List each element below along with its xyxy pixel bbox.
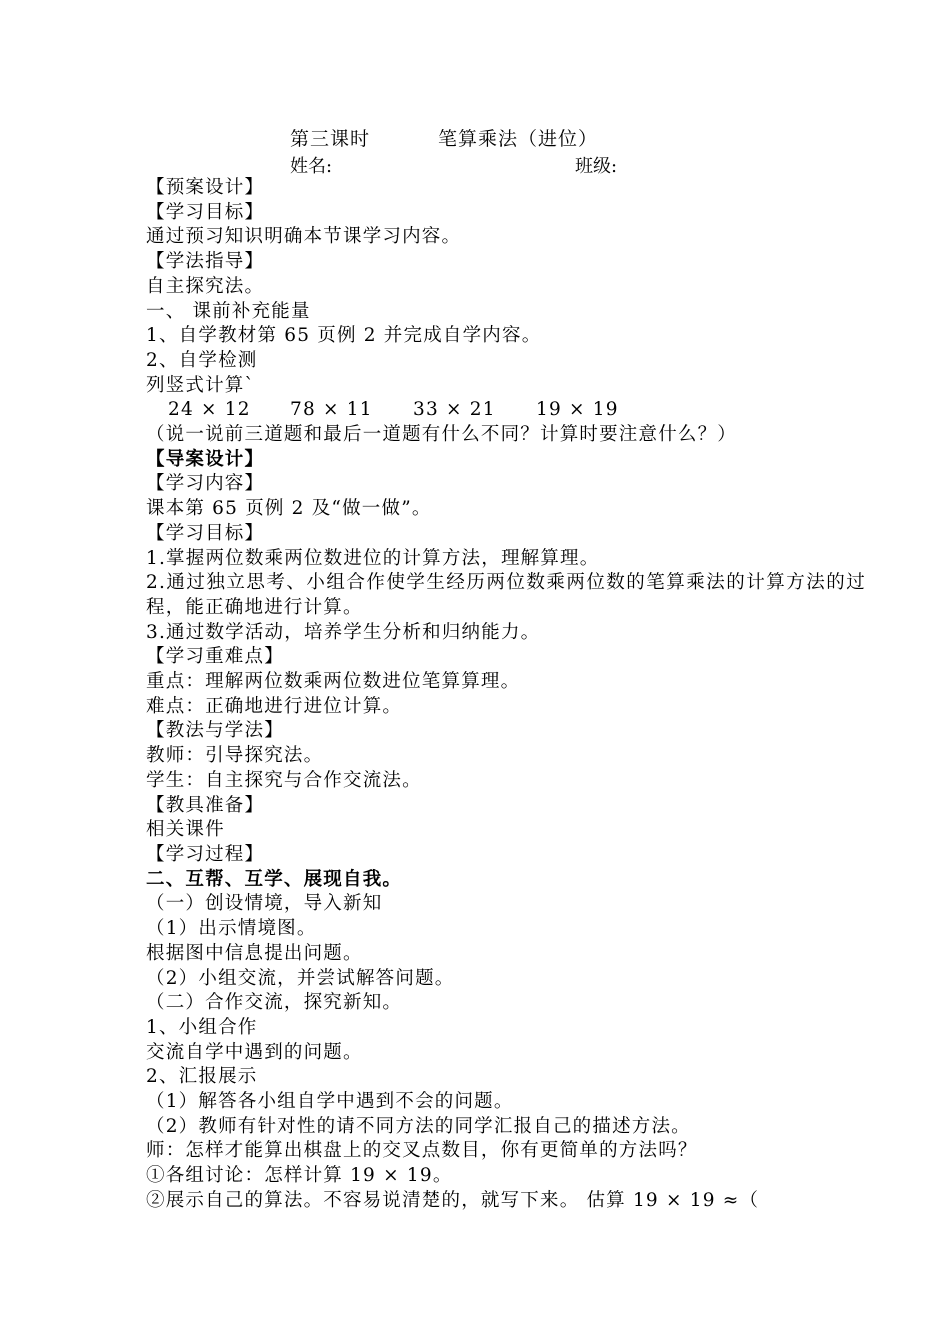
text-line: （一）创设情境，导入新知 xyxy=(146,893,383,915)
subsection-heading: 二、互帮、互学、展现自我。 xyxy=(146,868,403,890)
calc-item: 24 × 12 xyxy=(168,399,251,421)
section-heading: 【导案设计】 xyxy=(146,448,265,470)
text-line: （1）出示情境图。 xyxy=(146,918,317,940)
calc-item: 33 × 21 xyxy=(413,399,496,421)
text-line: 教师：引导探究法。 xyxy=(146,745,324,767)
text-line: ①各组讨论：怎样计算 19 × 19。 xyxy=(146,1165,453,1187)
section-heading: 【学习目标】 xyxy=(146,522,265,544)
text-line: 通过预习知识明确本节课学习内容。 xyxy=(146,226,462,248)
text-line: （1）解答各小组自学中遇到不会的问题。 xyxy=(146,1091,514,1113)
document-body xyxy=(146,176,866,1214)
section-heading: 【学习重难点】 xyxy=(146,646,284,668)
text-line: （2）教师有针对性的请不同方法的同学汇报自己的描述方法。 xyxy=(146,1115,691,1137)
section-heading: 【教法与学法】 xyxy=(146,720,284,742)
calc-item: 19 × 19 xyxy=(536,399,619,421)
lesson-number: 第三课时 xyxy=(290,128,371,150)
text-line: 重点：理解两位数乘两位数进位笔算算理。 xyxy=(146,671,521,693)
name-class-row xyxy=(290,152,618,178)
text-line: 1、小组合作 xyxy=(146,1016,258,1038)
text-line: 根据图中信息提出问题。 xyxy=(146,942,363,964)
text-line: 自主探究法。 xyxy=(146,275,265,297)
text-line: 交流自学中遇到的问题。 xyxy=(146,1041,363,1063)
section-heading: 【学习内容】 xyxy=(146,473,265,495)
text-line: 列竖式计算` xyxy=(146,374,255,396)
section-heading: 【教具准备】 xyxy=(146,794,265,816)
text-line: 一、 课前补充能量 xyxy=(146,300,311,322)
text-line: 相关课件 xyxy=(146,819,225,841)
text-line: 学生：自主探究与合作交流法。 xyxy=(146,769,422,791)
text-line: 3.通过数学活动，培养学生分析和归纳能力。 xyxy=(146,621,541,643)
class-label: 班级: xyxy=(575,156,618,177)
text-line: 师：怎样才能算出棋盘上的交叉点数目，你有更简单的方法吗？ xyxy=(146,1140,698,1162)
text-line: 1、自学教材第 65 页例 2 并完成自学内容。 xyxy=(146,325,542,347)
text-line: 2、汇报展示 xyxy=(146,1066,258,1088)
text-line: （说一说前三道题和最后一道题有什么不同？计算时要注意什么？） xyxy=(146,424,738,446)
section-heading: 【预案设计】 xyxy=(146,177,265,198)
section-heading: 【学习目标】 xyxy=(146,201,265,223)
text-line: ②展示自己的算法。不容易说清楚的，就写下来。 估算 19 × 19 ≈（ xyxy=(146,1189,760,1211)
text-line: 难点：正确地进行进位计算。 xyxy=(146,695,403,717)
calc-item: 78 × 11 xyxy=(290,399,373,421)
text-line: 2、自学检测 xyxy=(146,349,258,371)
section-heading: 【学法指导】 xyxy=(146,251,265,273)
section-heading: 【学习过程】 xyxy=(146,843,265,865)
text-line: （2）小组交流，并尝试解答问题。 xyxy=(146,967,455,989)
name-label: 姓名: xyxy=(290,156,333,177)
calculation-row xyxy=(146,398,866,423)
text-line: 课本第 65 页例 2 及“做一做”。 xyxy=(146,498,432,520)
lesson-topic: 笔算乘法（进位） xyxy=(438,128,599,150)
lesson-title xyxy=(290,124,598,151)
text-paragraph: 2.通过独立思考、小组合作使学生经历两位数乘两位数的笔算乘法的计算方法的过程，能正确地进行计算。 xyxy=(146,572,866,618)
text-line: 1.掌握两位数乘两位数进位的计算方法，理解算理。 xyxy=(146,547,600,569)
text-line: （二）合作交流，探究新知。 xyxy=(146,992,403,1014)
